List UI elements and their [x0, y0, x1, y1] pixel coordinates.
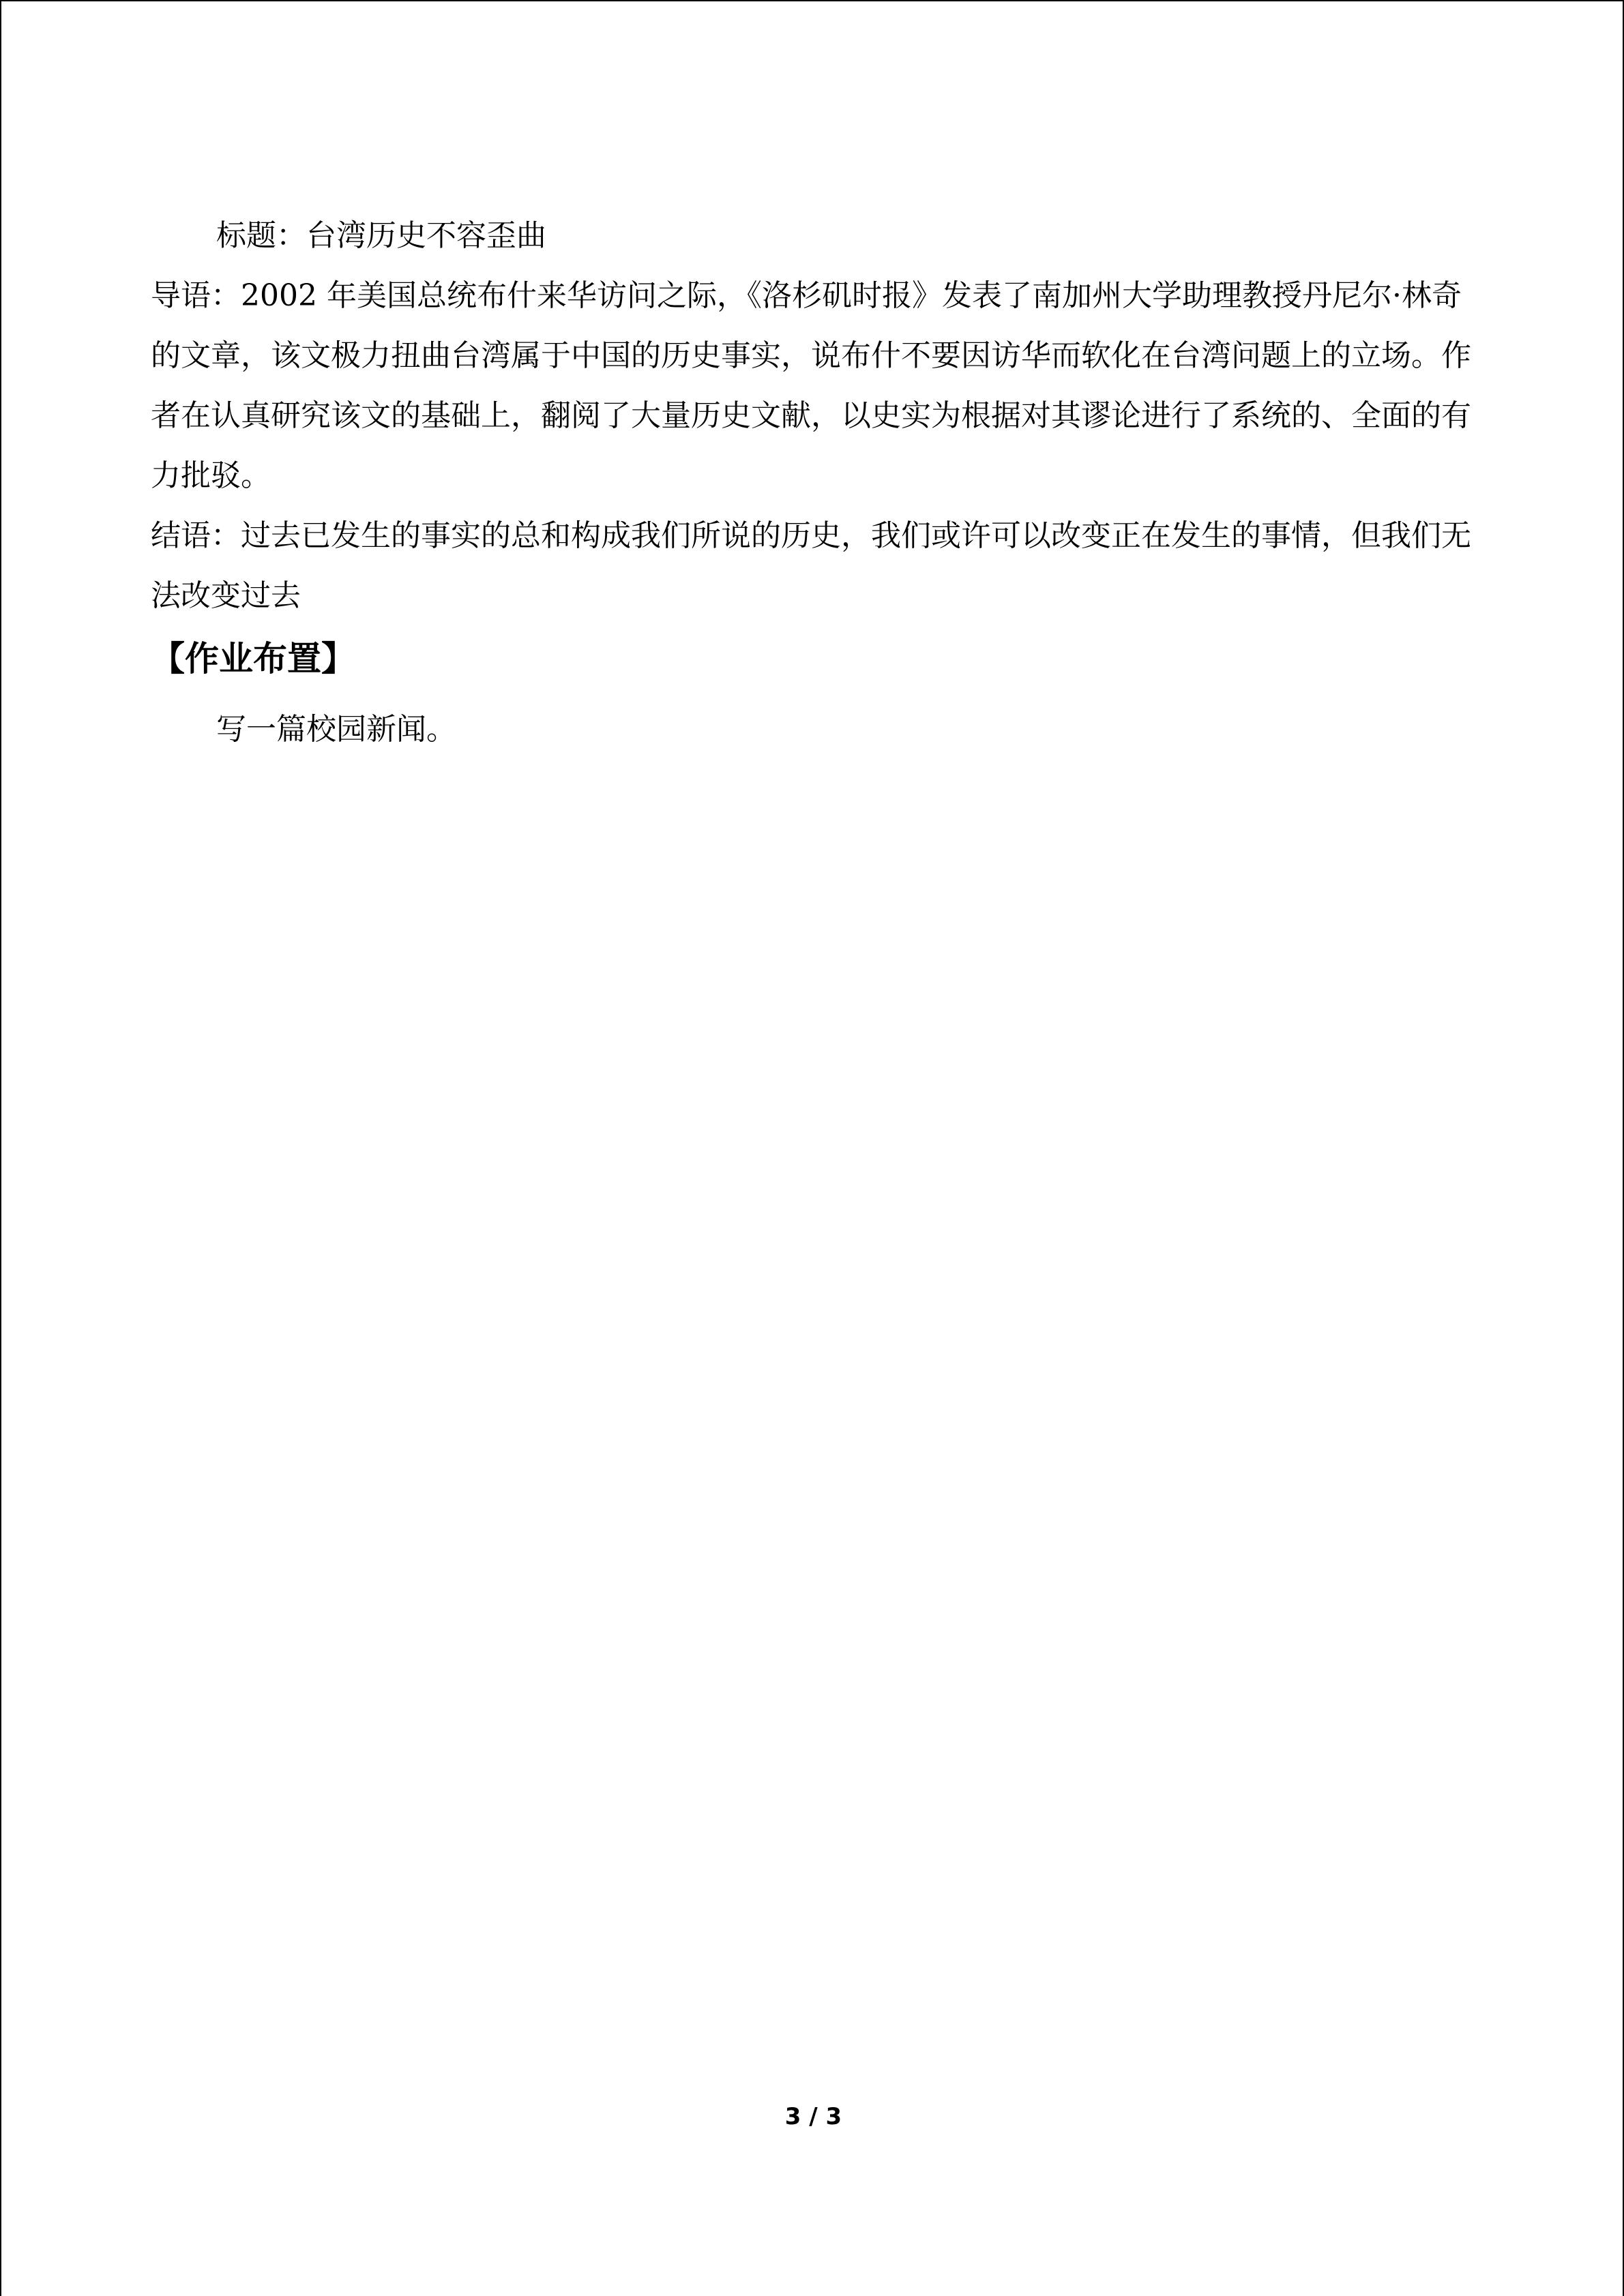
title-line — [151, 206, 1477, 266]
lead-paragraph — [151, 266, 1477, 506]
conclusion-text: 过去已发生的事实的总和构成我们所说的历史，我们或许可以改变正在发生的事情，但我们无法改变过去 — [151, 518, 1471, 613]
homework-text: 写一篇校园新闻。 — [216, 712, 456, 747]
conclusion-label: 结语： — [151, 518, 241, 553]
conclusion-paragraph — [151, 506, 1477, 626]
homework-heading: 【作业布置】 — [151, 639, 355, 679]
page-content — [151, 206, 1477, 760]
page-number: 3 / 3 — [784, 2103, 842, 2130]
lead-text: 2002 年美国总统布什来华访问之际，《洛杉矶时报》发表了南加州大学助理教授丹尼尔·林奇的文章，该文极力扭曲台湾属于中国的历史事实，说布什不要因访华而软化在台湾问题上的立场。作者在认真研究该文的基础上，翻阅了大量历史文献，以史实为根据对其谬论进行了系统的、全面的有力批驳。 — [151, 278, 1471, 493]
title-text: 台湾历史不容歪曲 — [306, 218, 546, 253]
title-label: 标题： — [216, 218, 306, 253]
lead-label: 导语： — [151, 278, 241, 313]
